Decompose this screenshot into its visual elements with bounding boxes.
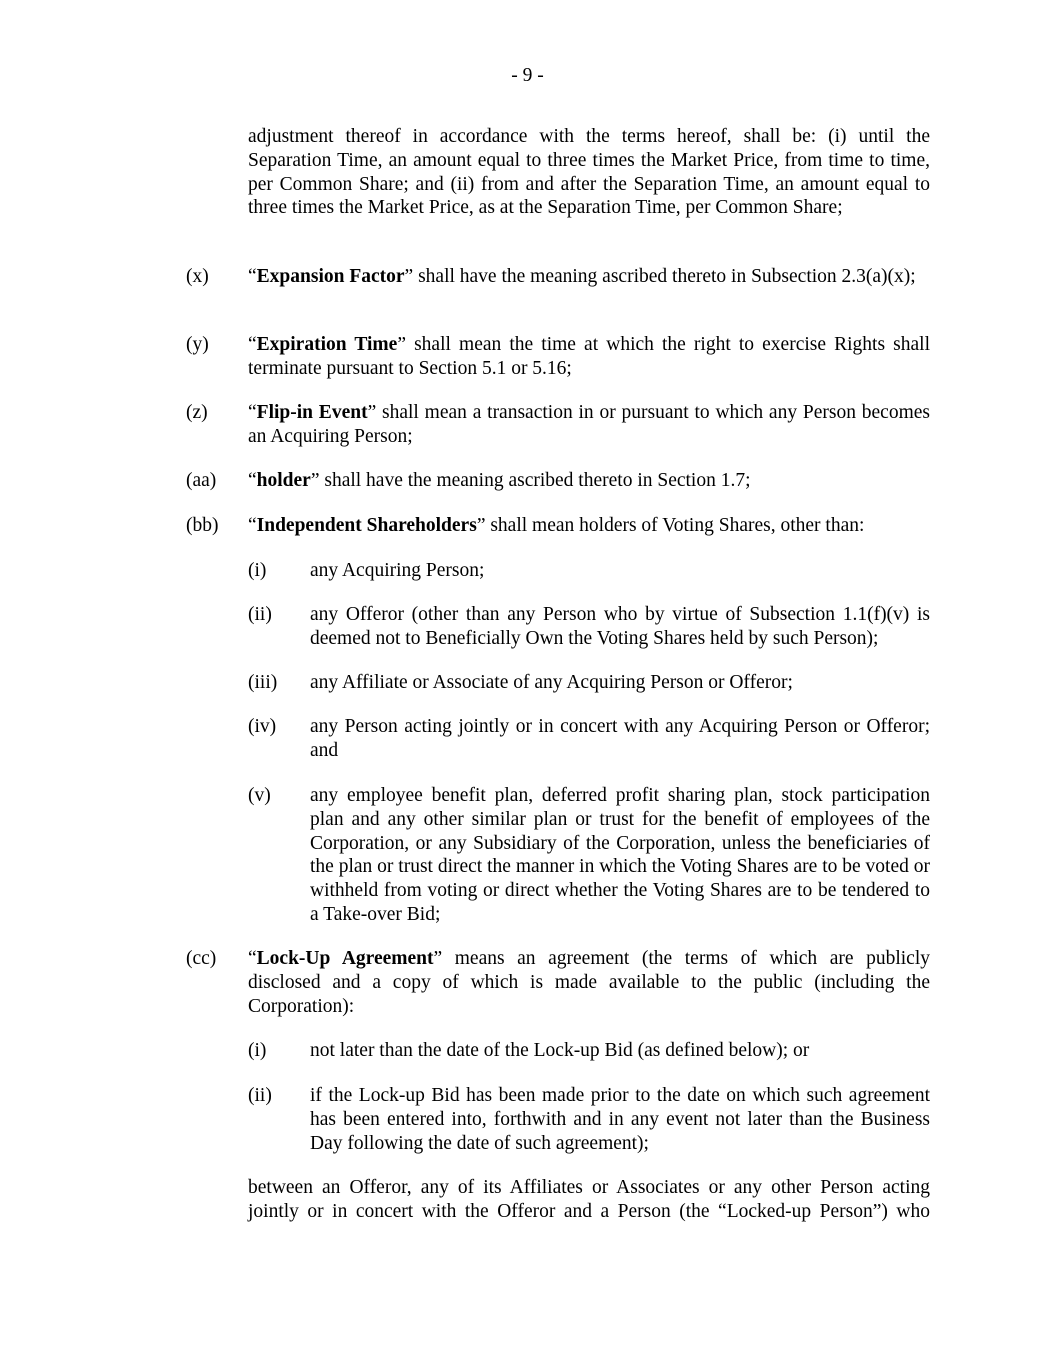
term-expansion-factor: Expansion Factor (256, 266, 405, 287)
subitem-label: (ii) (248, 1085, 272, 1106)
term-independent-shareholders: Independent Shareholders (256, 515, 477, 536)
subitem-text: if the Lock-up Bid has been made prior to the date on which such agreement has been entered into, forthwith and in any event not later than the Business Day following the date of such agreement); (310, 1085, 930, 1154)
term-flip-in-event: Flip-in Event (256, 402, 368, 423)
subitem-text: any Offeror (other than any Person who by virtue of Subsection 1.1(f)(v) is deemed not to Beneficially Own the Voting Shares held by such Person); (310, 604, 930, 649)
page-number: - 9 - (511, 65, 544, 86)
term-expiration-time: Expiration Time (256, 334, 398, 355)
subitem-text: any Affiliate or Associate of any Acquiring Person or Offeror; (310, 672, 793, 693)
subitem-text: any employee benefit plan, deferred profit sharing plan, stock participation plan and any other similar plan or trust for the benefit of employees of the Corporation, or any Subsidiary of the Corporation, unless the beneficiaries of the plan or trust direct the manner in which the Voting Shares are to be voted or withheld from voting or direct whether the Voting Shares are to be tendered to a Take-over Bid; (310, 785, 930, 925)
definition-z: “Flip-in Event” shall mean a transaction in or pursuant to which any Person becomes an Acquiring Person; (248, 402, 930, 447)
definition-label-bb: (bb) (186, 515, 219, 536)
term-lock-up-agreement: Lock-Up Agreement (256, 948, 434, 969)
subitem-text: not later than the date of the Lock-up Bid (as defined below); or (310, 1040, 810, 1061)
definition-x: “Expansion Factor” shall have the meaning ascribed thereto in Subsection 2.3(a)(x); (248, 266, 916, 287)
definition-label-aa: (aa) (186, 470, 217, 491)
definition-aa: “holder” shall have the meaning ascribed thereto in Section 1.7; (248, 470, 751, 491)
subitem-label: (iii) (248, 672, 278, 693)
definition-cc: “Lock-Up Agreement” means an agreement (the terms of which are publicly disclosed and a copy of which is made available to the public (including the Corporation): (248, 948, 930, 1017)
term-holder: holder (256, 470, 311, 491)
definition-label-x: (x) (186, 266, 209, 287)
subitem-label: (i) (248, 560, 267, 581)
definition-label-cc: (cc) (186, 948, 217, 969)
definition-label-y: (y) (186, 334, 209, 355)
subitem-label: (iv) (248, 716, 277, 737)
intro-paragraph: adjustment thereof in accordance with the terms hereof, shall be: (i) until the Separation Time, an amount equal to three times the Market Price, from time to time, per Common Share; and (ii) from and after the Separation Time, an amount equal to three times the Market Price, as at the Separation Time, per Common Share; (248, 126, 930, 219)
definition-y: “Expiration Time” shall mean the time at which the right to exercise Rights shall terminate pursuant to Section 5.1 or 5.16; (248, 334, 930, 379)
definition-bb: “Independent Shareholders” shall mean holders of Voting Shares, other than: (248, 515, 865, 536)
subitem-label: (v) (248, 785, 271, 806)
definition-label-z: (z) (186, 402, 208, 423)
subitem-label: (i) (248, 1040, 267, 1061)
subitem-text: any Person acting jointly or in concert with any Acquiring Person or Offeror; and (310, 716, 930, 761)
subitem-text: any Acquiring Person; (310, 560, 485, 581)
subitem-label: (ii) (248, 604, 272, 625)
closing-paragraph: between an Offeror, any of its Affiliates or Associates or any other Person acting jointly or in concert with the Offeror and a Person (the “Locked-up Person”) who (248, 1177, 930, 1222)
